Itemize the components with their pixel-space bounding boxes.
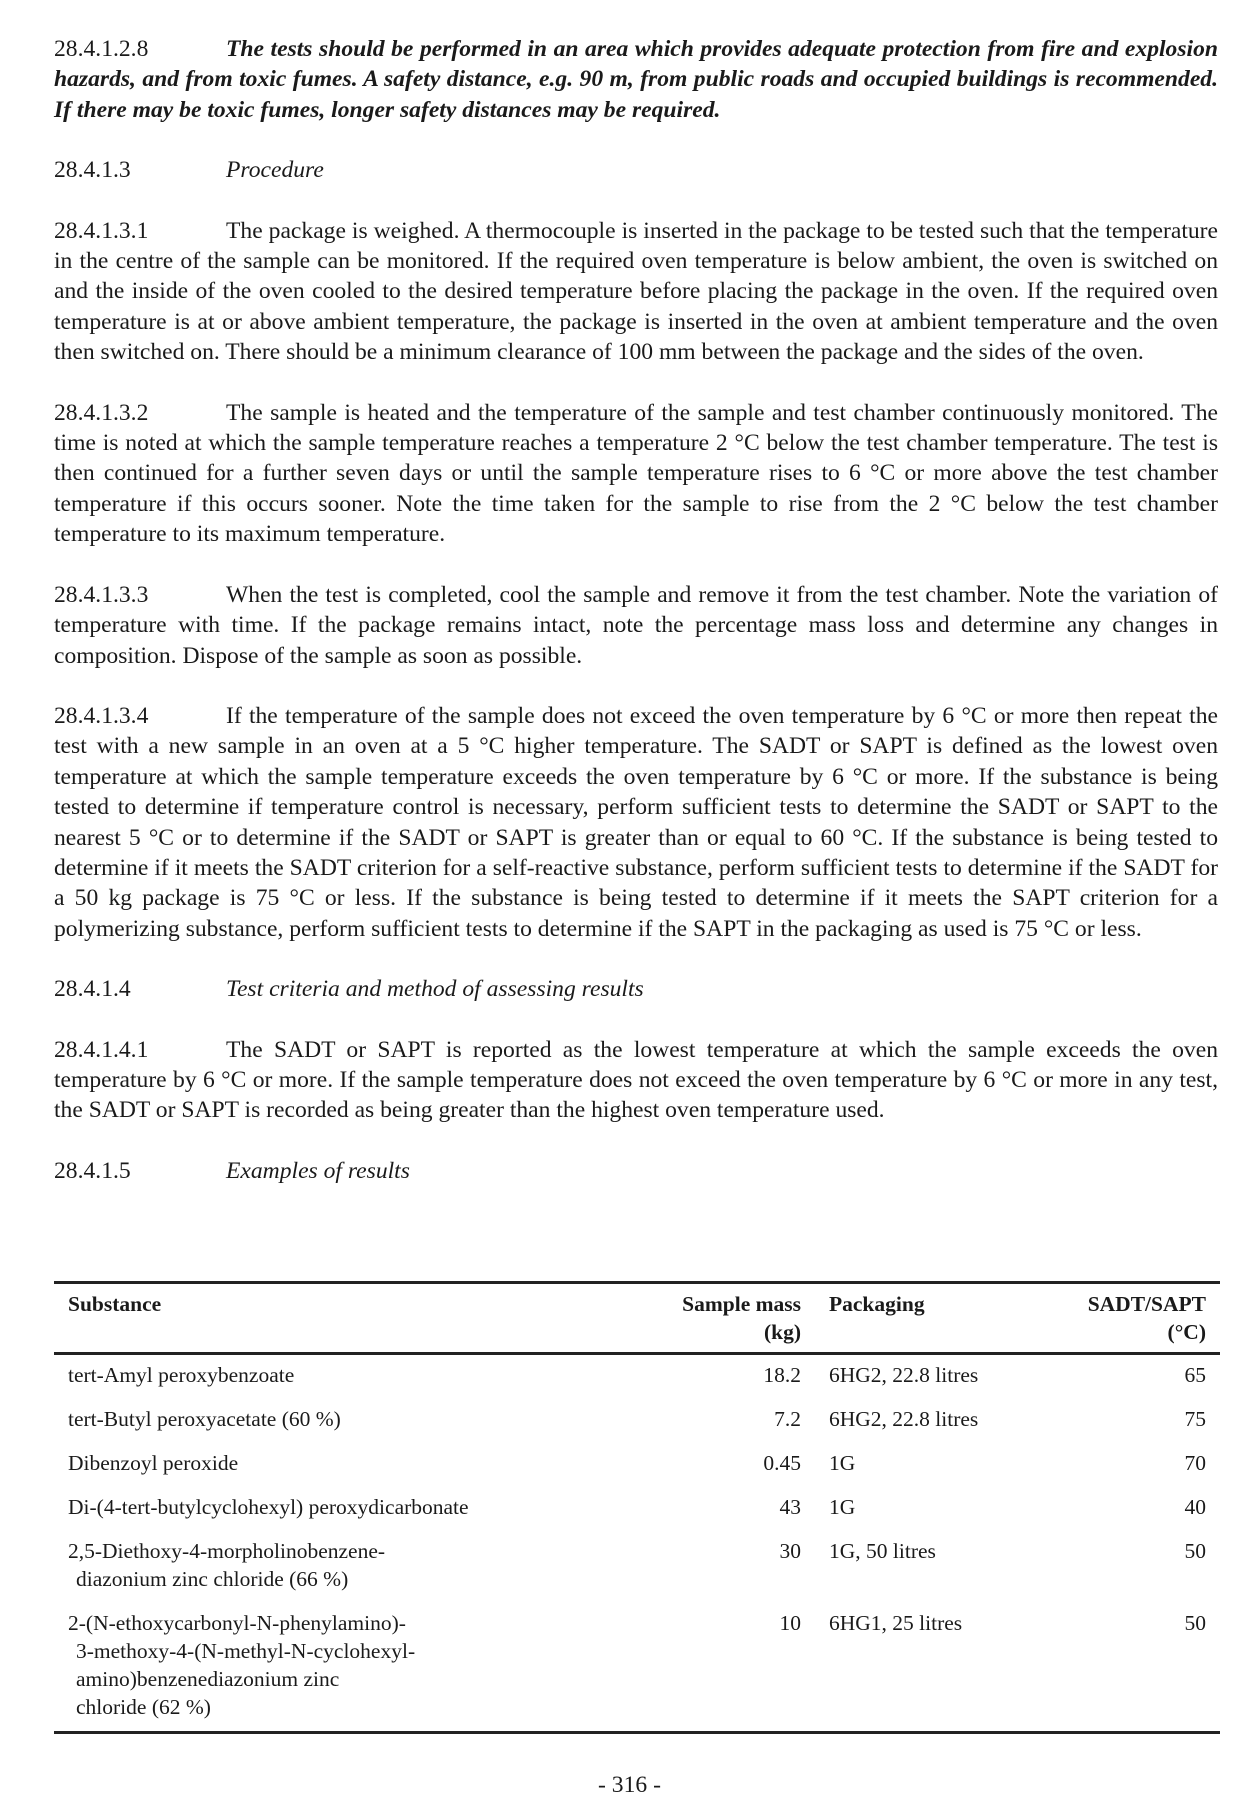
- substance-line: tert-Amyl peroxybenzoate: [68, 1363, 295, 1387]
- section-title: Test criteria and method of assessing results: [226, 976, 644, 1003]
- paragraph-28-4-1-3-4: [54, 701, 1218, 944]
- table-row: [54, 1603, 1220, 1733]
- document-page: [54, 34, 1218, 1216]
- table-row: [54, 1531, 1220, 1603]
- cell-sadt-sapt: 50: [1184, 1611, 1206, 1635]
- section-number: 28.4.1.5: [54, 1157, 131, 1184]
- header-sample-mass-unit: (kg): [763, 1320, 801, 1344]
- page-number: - 316 -: [598, 1772, 661, 1798]
- section-number: 28.4.1.2.8: [54, 36, 149, 62]
- cell-sample-mass: 18.2: [763, 1363, 801, 1387]
- heading-procedure: [54, 155, 1218, 185]
- header-packaging: Packaging: [829, 1292, 925, 1316]
- cell-substance: [54, 1443, 587, 1487]
- paragraph-text: If the temperature of the sample does not exceed the oven temperature by 6 °C or more then repeat the test with a new sample in an oven at a 5 °C higher temperature. The SADT or SAPT is defined as the lowest oven temperature at which the sample temperature exceeds the oven temperature by 6 °C or more. If the substance is being tested to determine if temperature control is necessary, perform sufficient tests to determine the SADT or SAPT to the nearest 5 °C or to determine if the SADT or SAPT is greater than or equal to 60 °C. If the substance is being tested to determine if it meets the SADT criterion for a self-reactive substance, perform sufficient tests to determine if the SADT for a 50 kg package is 75 °C or less. If the substance is being tested to determine if it meets the SAPT criterion for a polymerizing substance, perform sufficient tests to determine if the SAPT in the packaging as used is 75 °C or less.: [54, 702, 1218, 942]
- section-number: 28.4.1.4.1: [54, 1036, 149, 1063]
- paragraph-text: The SADT or SAPT is reported as the lowest temperature at which the sample exceeds the oven temperature by 6 °C or more. If the sample temperature does not exceed the oven temperature by 6 °C or more in any test, the SADT or SAPT is recorded as being greater than the highest oven temperature used.: [54, 1036, 1218, 1124]
- section-number: 28.4.1.3: [54, 157, 131, 184]
- substance-line: Di-(4-tert-butylcyclohexyl) peroxydicarbonate: [68, 1495, 469, 1519]
- cell-packaging: 1G: [829, 1451, 856, 1475]
- paragraph-28-4-1-4-1: [54, 1035, 1218, 1126]
- table-row: [54, 1487, 1220, 1531]
- substance-line: chloride (62 %): [76, 1695, 211, 1719]
- substance-line: tert-Butyl peroxyacetate (60 %): [68, 1407, 341, 1431]
- table-header-row: [54, 1283, 1220, 1354]
- substance-line: 3-methoxy-4-(N-methyl-N-cyclohexyl-: [76, 1639, 416, 1663]
- substance-line: diazonium zinc chloride (66 %): [76, 1567, 349, 1591]
- table-row: [54, 1354, 1220, 1400]
- cell-sample-mass: 30: [779, 1539, 801, 1563]
- cell-substance: [54, 1531, 587, 1603]
- cell-sample-mass: 43: [779, 1495, 801, 1519]
- cell-packaging: 1G, 50 litres: [829, 1539, 936, 1563]
- cell-packaging: 1G: [829, 1495, 856, 1519]
- cell-substance: [54, 1487, 587, 1531]
- paragraph-text: The tests should be performed in an area which provides adequate protection from fire and explosion hazards, and from toxic fumes. A safety distance, e.g. 90 m, from public roads and occupied buildings is recommended. If there may be toxic fumes, longer safety distances may be required.: [54, 36, 1218, 123]
- header-sadt-sapt-unit: (°C): [1167, 1320, 1206, 1344]
- paragraph-28-4-1-3-3: [54, 580, 1218, 671]
- header-sample-mass: [587, 1283, 815, 1354]
- cell-substance: [54, 1603, 587, 1733]
- section-number: 28.4.1.3.2: [54, 399, 149, 426]
- cell-sadt-sapt: 40: [1184, 1495, 1206, 1519]
- cell-sadt-sapt: 75: [1184, 1407, 1206, 1431]
- paragraph-28-4-1-3-1: [54, 216, 1218, 368]
- section-number: 28.4.1.4: [54, 976, 131, 1003]
- paragraph-text: The sample is heated and the temperature of the sample and test chamber continuously monitored. The time is noted at which the sample temperature reaches a temperature 2 °C below the test chamber temperature. The test is then continued for a further seven days or until the sample temperature rises to 6 °C or more above the test chamber temperature if this occurs sooner. Note the time taken for the sample to rise from the 2 °C below the test chamber temperature to its maximum temperature.: [54, 399, 1218, 548]
- substance-line: 2-(N-ethoxycarbonyl-N-phenylamino)-: [68, 1611, 406, 1635]
- header-sadt-sapt: [1073, 1283, 1220, 1354]
- section-number: 28.4.1.3.1: [54, 217, 149, 244]
- cell-sadt-sapt: 65: [1184, 1363, 1206, 1387]
- section-number: 28.4.1.3.3: [54, 581, 149, 608]
- header-substance: Substance: [68, 1292, 162, 1316]
- table-row: [54, 1399, 1220, 1443]
- cell-packaging: 6HG2, 22.8 litres: [829, 1407, 979, 1431]
- substance-line: Dibenzoyl peroxide: [68, 1451, 239, 1475]
- heading-test-criteria: [54, 974, 1218, 1004]
- cell-packaging: 6HG2, 22.8 litres: [829, 1363, 979, 1387]
- cell-sample-mass: 7.2: [774, 1407, 801, 1431]
- substance-line: 2,5-Diethoxy-4-morpholinobenzene-: [68, 1539, 386, 1563]
- cell-substance: [54, 1354, 587, 1400]
- results-table: [54, 1281, 1220, 1734]
- section-title: Procedure: [226, 157, 324, 184]
- cell-sadt-sapt: 50: [1184, 1539, 1206, 1563]
- cell-sample-mass: 10: [779, 1611, 801, 1635]
- paragraph-28-4-1-2-8: [54, 34, 1218, 125]
- paragraph-text: When the test is completed, cool the sample and remove it from the test chamber. Note the variation of temperature with time. If the package remains intact, note the percentage mass loss and determine any changes in composition. Dispose of the sample as soon as possible.: [54, 581, 1218, 669]
- paragraph-text: The package is weighed. A thermocouple is inserted in the package to be tested such that the temperature in the centre of the sample can be monitored. If the required oven temperature is below ambient, the oven is switched on and the inside of the oven cooled to the desired temperature before placing the package in the oven. If the required oven temperature is at or above ambient temperature, the package is inserted in the oven at ambient temperature and the oven then switched on. There should be a minimum clearance of 100 mm between the package and the sides of the oven.: [54, 217, 1218, 366]
- section-title: Examples of results: [226, 1157, 410, 1184]
- substance-line: amino)benzenediazonium zinc: [76, 1667, 340, 1691]
- table-row: [54, 1443, 1220, 1487]
- cell-packaging: 6HG1, 25 litres: [829, 1611, 963, 1635]
- cell-sadt-sapt: 70: [1184, 1451, 1206, 1475]
- paragraph-28-4-1-3-2: [54, 398, 1218, 550]
- section-number: 28.4.1.3.4: [54, 702, 149, 729]
- header-sadt-sapt-line1: SADT/SAPT: [1087, 1292, 1206, 1316]
- cell-substance: [54, 1399, 587, 1443]
- header-sample-mass-line1: Sample mass: [682, 1292, 801, 1316]
- heading-examples-of-results: [54, 1156, 1218, 1186]
- cell-sample-mass: 0.45: [763, 1451, 801, 1475]
